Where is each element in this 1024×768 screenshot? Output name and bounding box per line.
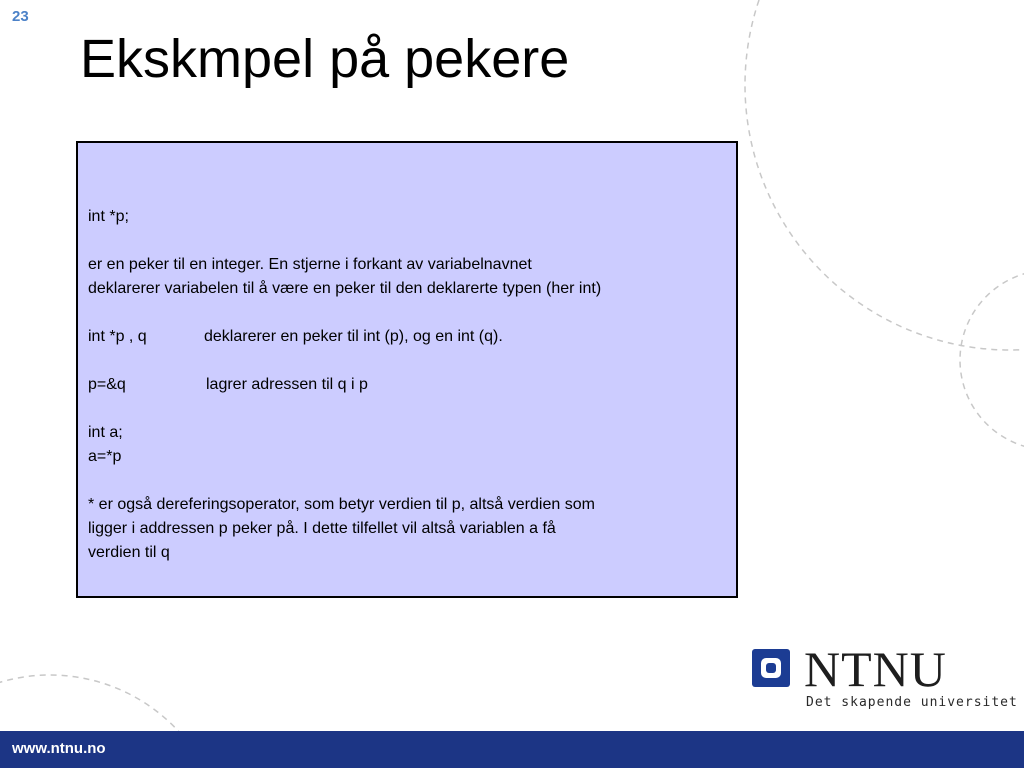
description-line: deklarerer variabelen til å være en peker til den deklarerte typen (her int): [88, 280, 602, 297]
declaration-row: [88, 325, 738, 349]
assignment-row: [88, 373, 738, 397]
assignment-description: lagrer adressen til q i p: [206, 376, 368, 393]
explanation-line: verdien til q: [88, 544, 170, 561]
assignment-code: p=&q: [88, 376, 126, 393]
explanation-line: ligger i addressen p peker på. I dette tilfellet vil altså variablen a få: [88, 520, 556, 537]
ntnu-logo-icon: [752, 649, 790, 687]
code-line-int-a: int a;: [88, 424, 123, 441]
footer-bar: [0, 731, 1024, 768]
ntnu-logo: [752, 641, 1018, 715]
slide-title: Ekskmpel på pekere: [80, 29, 570, 89]
logo-name: NTNU: [804, 641, 947, 697]
explanation-line: * er også dereferingsoperator, som betyr verdien til p, altså verdien som: [88, 496, 595, 513]
description-line: er en peker til en integer. En stjerne i forkant av variabelnavnet: [88, 256, 532, 273]
logo-tagline: Det skapende universitet: [806, 695, 1018, 710]
footer-url: www.ntnu.no: [12, 740, 106, 757]
declaration-code: int *p , q: [88, 328, 147, 345]
declaration-description: deklarerer en peker til int (p), og en int (q).: [204, 328, 503, 345]
code-line-int-p: int *p;: [88, 208, 129, 225]
slide-number: 23: [12, 8, 29, 25]
code-line-a-assign: a=*p: [88, 448, 122, 465]
content-box: [76, 141, 738, 598]
content-text: [88, 205, 738, 565]
